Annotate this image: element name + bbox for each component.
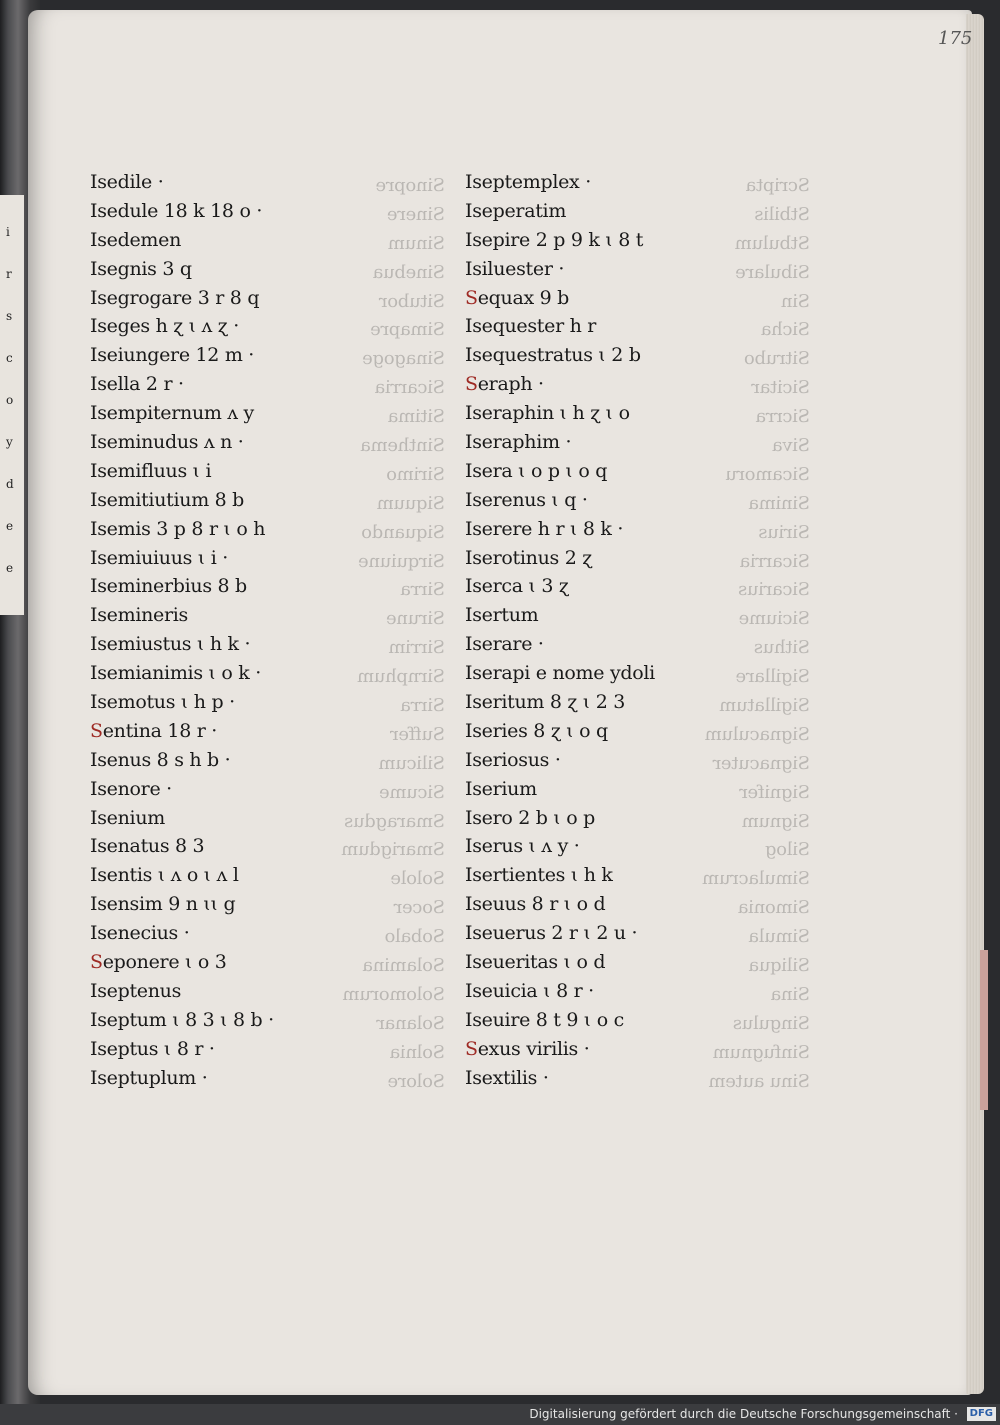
- show-through-entry: Simulacrum: [702, 868, 810, 890]
- show-through-entry: Signifer: [739, 781, 810, 803]
- margin-fragment: d: [6, 477, 14, 491]
- show-through-entry: Siquum: [376, 492, 445, 514]
- show-through-entry: Smarigdum: [341, 839, 445, 861]
- index-entry: Isemineris: [90, 604, 188, 627]
- index-entry: Isedile ·: [90, 171, 164, 193]
- index-entry: Iseminerbius 8 b: [90, 575, 247, 598]
- facing-page-fragment: [0, 195, 24, 615]
- index-entry: Sequax 9 b: [465, 286, 570, 309]
- margin-fragment: r: [6, 267, 12, 281]
- rubricated-initial: S: [465, 1037, 478, 1060]
- index-entry: Iseges h ɀ ɩ ʌ ɀ ·: [90, 315, 239, 338]
- index-column-right: [465, 168, 805, 1093]
- index-entry: Seraph ·: [465, 373, 544, 396]
- index-entry: Iseuerus 2 r ɩ 2 u ·: [465, 922, 638, 945]
- show-through-entry: Smaragdus: [344, 810, 445, 832]
- show-through-entry: Signum: [741, 810, 810, 832]
- index-entry: Iseptus ɩ 8 r ·: [90, 1037, 215, 1060]
- show-through-entry: Sirra: [400, 579, 445, 601]
- rubricated-initial: S: [465, 286, 478, 309]
- show-through-entry: Simonia: [738, 897, 810, 919]
- index-entry: Isiluester ·: [465, 257, 565, 280]
- show-through-entry: Sina: [770, 983, 810, 1005]
- show-through-entry: Solnia: [389, 1041, 445, 1063]
- show-through-entry: Sicarria: [374, 377, 445, 399]
- index-entry: Isertientes ɩ h k: [465, 864, 613, 887]
- index-entry: Isequestratus ɩ 2 b: [465, 344, 641, 367]
- index-column-left: [90, 168, 410, 1093]
- index-entry: Isentis ɩ ʌ o ɩ ʌ l: [90, 864, 239, 887]
- index-entry: Iseperatim: [465, 199, 567, 222]
- show-through-entry: Sibulare: [735, 261, 810, 283]
- show-through-entry: Sinum: [388, 232, 445, 254]
- index-entry: Iseriosus ·: [465, 748, 561, 771]
- show-through-entry: Singulus: [733, 1012, 810, 1034]
- folio-number: 175: [938, 28, 973, 49]
- index-entry: Iseptemplex ·: [465, 171, 591, 193]
- show-through-entry: Solanar: [376, 1012, 445, 1034]
- show-through-entry: Siliqua: [748, 955, 810, 977]
- page-edge-red-mark: [980, 950, 988, 1110]
- show-through-entry: Sinima: [748, 492, 810, 514]
- index-entry: Isenium: [90, 806, 165, 829]
- show-through-entry: Sinu autem: [708, 1070, 810, 1092]
- show-through-entry: Siva: [772, 435, 810, 457]
- show-through-entry: Sinopre: [375, 175, 445, 196]
- show-through-entry: Sinebua: [372, 261, 445, 283]
- show-through-entry: Suffer: [390, 723, 445, 745]
- index-entry: Isemotus ɩ h p ·: [90, 691, 235, 714]
- show-through-entry: Silog: [765, 839, 810, 861]
- index-entry: Isemiustus ɩ h k ·: [90, 633, 251, 656]
- index-entry: Sentina 18 r ·: [90, 719, 217, 742]
- index-entry: Isertum: [465, 604, 539, 627]
- show-through-entry: Solole: [390, 868, 445, 890]
- index-entry: Isextilis ·: [465, 1066, 549, 1089]
- show-through-entry: Sinthema: [360, 435, 445, 457]
- show-through-entry: Stbulum: [735, 232, 810, 254]
- margin-fragment: s: [6, 309, 13, 323]
- margin-fragment: e: [6, 519, 14, 533]
- margin-fragment: e: [6, 561, 14, 575]
- show-through-entry: Sinfugnum: [712, 1041, 810, 1063]
- rubricated-initial: S: [90, 719, 103, 742]
- index-entry: Isera ɩ o p ɩ o q: [465, 459, 608, 482]
- index-entry: Isenore ·: [90, 777, 172, 800]
- show-through-entry: Sinere: [387, 203, 445, 225]
- index-entry: Iserus ɩ ʌ y ·: [465, 835, 580, 858]
- funding-notice: Digitalisierung gefördert durch die Deutsche Forschungsgemeinschaft ·: [529, 1407, 958, 1421]
- page-edge-stack: [966, 14, 984, 1394]
- show-through-entry: Solore: [387, 1070, 445, 1092]
- index-entry: Iseritum 8 ɀ ɩ 2 3: [465, 691, 626, 714]
- index-entry: Isemis 3 p 8 r ɩ o h: [90, 517, 266, 540]
- show-through-entry: Sigillare: [735, 666, 810, 688]
- margin-fragment: y: [6, 435, 13, 449]
- show-through-entry: Sobalo: [384, 926, 445, 948]
- index-entry: Iseminudus ʌ n ·: [90, 431, 244, 454]
- footer-bar: [0, 1404, 1000, 1425]
- show-through-entry: Sirius: [758, 521, 810, 543]
- index-entry: Isepire 2 p 9 k ɩ 8 t: [465, 228, 644, 251]
- index-entry: Isenecius ·: [90, 922, 190, 945]
- show-through-entry: Sicitar: [751, 377, 810, 399]
- index-entry: Isero 2 b ɩ o p: [465, 806, 596, 829]
- index-entry: Isemianimis ɩ o k ·: [90, 662, 261, 685]
- index-entry: Isemiuiuus ɩ i ·: [90, 546, 229, 569]
- index-entry: Iserenus ɩ q ·: [465, 488, 588, 511]
- margin-fragment: c: [6, 351, 13, 365]
- index-entry: Iseueritas ɩ o d: [465, 951, 606, 974]
- show-through-entry: Sithus: [754, 637, 810, 659]
- index-entry: Sexus virilis ·: [465, 1037, 590, 1060]
- show-through-entry: Silicum: [378, 752, 445, 774]
- show-through-entry: Stbilis: [754, 203, 810, 225]
- index-entry: Isella 2 r ·: [90, 373, 184, 396]
- show-through-entry: Siquando: [361, 521, 445, 543]
- index-entry: Iserere h r ɩ 8 k ·: [465, 517, 624, 540]
- index-entry: Isequester h r: [465, 315, 597, 338]
- index-entry: Isenatus 8 3: [90, 835, 205, 858]
- show-through-entry: Signacuter: [712, 752, 810, 774]
- index-entry: Iseries 8 ɀ ɩ o q: [465, 719, 608, 742]
- rubricated-initial: S: [465, 373, 478, 396]
- show-through-entry: Sitrubo: [744, 348, 810, 370]
- show-through-entry: Simapre: [370, 319, 445, 341]
- index-entry: Isemifluus ɩ i: [90, 459, 212, 482]
- index-entry: Iseraphim ·: [465, 431, 572, 454]
- show-through-entry: Sicarria: [739, 550, 810, 572]
- show-through-entry: Siciume: [738, 608, 810, 630]
- index-entry: Iseptuplum ·: [90, 1066, 208, 1089]
- index-entry: Iserapi e nome ydoli: [465, 662, 655, 685]
- show-through-entry: Solomorum: [342, 983, 445, 1005]
- index-entry: Iserare ·: [465, 633, 544, 656]
- show-through-entry: Sigillatum: [719, 695, 810, 717]
- index-entry: Iserotinus 2 ɀ: [465, 546, 592, 569]
- index-entry: Seponere ɩ o 3: [90, 951, 227, 974]
- index-entry: Isegrogare 3 r 8 q: [90, 286, 260, 309]
- show-through-entry: Sinagoge: [362, 348, 445, 370]
- index-entry: Isedule 18 k 18 o ·: [90, 199, 263, 222]
- show-through-entry: Scripta: [745, 175, 810, 196]
- show-through-entry: Sitima: [387, 406, 445, 428]
- show-through-entry: Solamina: [362, 955, 445, 977]
- show-through-entry: Sicume: [379, 781, 445, 803]
- show-through-entry: Situbor: [379, 290, 445, 312]
- index-entry: Isegnis 3 q: [90, 257, 192, 280]
- show-through-entry: Sicrra: [755, 406, 810, 428]
- show-through-entry: Sicarius: [738, 579, 810, 601]
- index-entry: Iseuicia ɩ 8 r ·: [465, 979, 594, 1002]
- show-through-entry: Sirra: [400, 695, 445, 717]
- index-entry: Iseuire 8 t 9 ɩ o c: [465, 1008, 625, 1031]
- index-entry: Isempiternum ʌ y: [90, 402, 254, 425]
- index-entry: Isensim 9 n ɩɩ g: [90, 893, 236, 916]
- index-entry: Iseraphin ɩ h ɀ ɩ o: [465, 402, 630, 425]
- show-through-entry: Sirune: [386, 608, 445, 630]
- show-through-entry: Sin: [781, 290, 810, 312]
- show-through-entry: Simula: [748, 926, 810, 948]
- index-entry: Iseptenus: [90, 979, 182, 1002]
- show-through-entry: Sicha: [761, 319, 810, 341]
- index-entry: Isemitiutium 8 b: [90, 488, 245, 511]
- rubricated-initial: S: [90, 951, 103, 974]
- dfg-logo: DFG: [967, 1407, 996, 1421]
- show-through-entry: Sirimo: [386, 463, 445, 485]
- index-entry: Isedemen: [90, 228, 182, 251]
- index-entry: Iserium: [465, 777, 537, 800]
- show-through-entry: Sirnphum: [357, 666, 445, 688]
- index-entry: Iserca ɩ 3 ɀ: [465, 575, 569, 598]
- show-through-entry: Signaculum: [704, 723, 810, 745]
- margin-fragment: o: [6, 393, 14, 407]
- show-through-entry: Sirquiune: [358, 550, 445, 572]
- show-through-entry: Sirrim: [388, 637, 445, 659]
- index-entry: Iseuus 8 r ɩ o d: [465, 893, 606, 916]
- show-through-entry: Socer: [393, 897, 445, 919]
- index-entry: Iseptum ɩ 8 3 ɩ 8 b ·: [90, 1008, 274, 1031]
- margin-fragment: i: [6, 225, 10, 239]
- index-entry: Isenus 8 s h b ·: [90, 748, 231, 771]
- index-entry: Iseiungere 12 m ·: [90, 344, 255, 367]
- show-through-entry: Sicamoru: [725, 463, 810, 485]
